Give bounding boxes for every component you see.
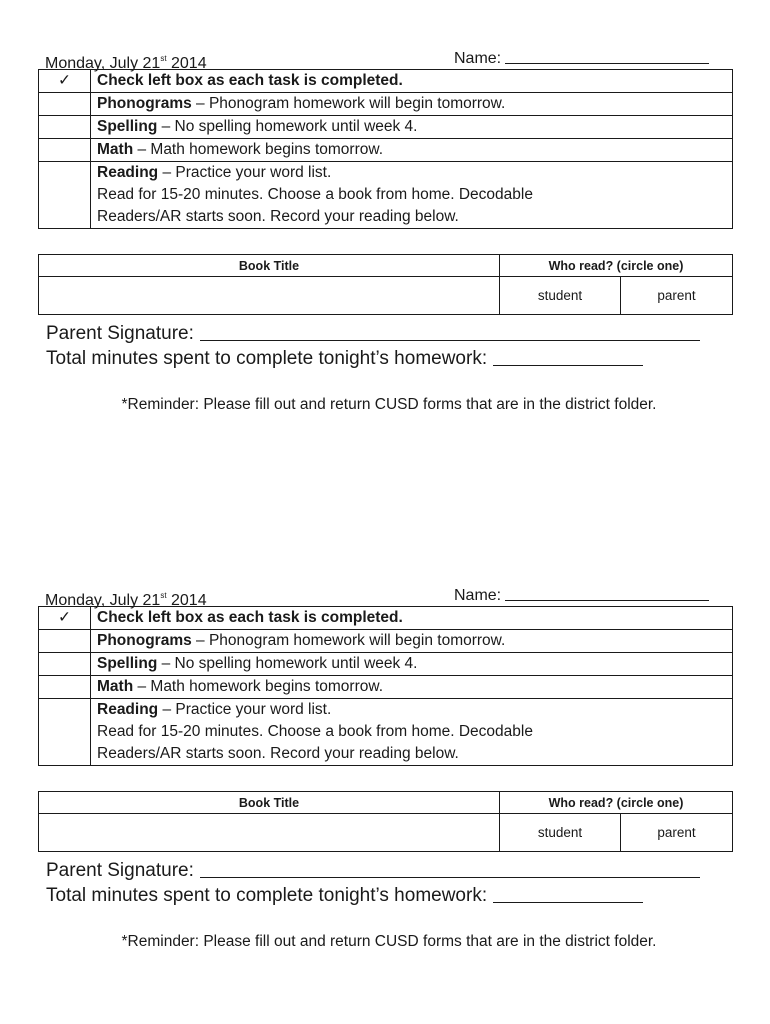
homework-sheet-1: [0, 49, 770, 414]
task-row: [39, 162, 733, 229]
name-field[interactable]: Name:: [454, 586, 709, 606]
book-title-header: Book Title: [39, 255, 500, 277]
task-row: [39, 93, 733, 116]
task-row: [39, 676, 733, 699]
task-table: [38, 69, 733, 229]
task-title: Spelling: [97, 655, 158, 672]
instructions-text: Check left box as each task is completed.: [97, 609, 403, 626]
task-desc: – Math homework begins tomorrow.: [133, 678, 384, 695]
task-desc: – No spelling homework until week 4.: [157, 118, 418, 135]
reminder-note: *Reminder: Please fill out and return CUSD forms that are in the district folder.: [121, 396, 657, 413]
instructions-text: Check left box as each task is completed.: [97, 72, 403, 89]
reading-log-table: [38, 791, 733, 852]
who-read-header: Who read? (circle one): [500, 255, 733, 277]
student-option[interactable]: student: [500, 814, 621, 852]
parent-signature-field[interactable]: Parent Signature:: [46, 321, 722, 346]
check-mark-icon: ✓: [39, 70, 91, 93]
who-read-header: Who read? (circle one): [500, 792, 733, 814]
task-title: Phonograms: [97, 632, 192, 649]
task-checkbox[interactable]: [39, 630, 91, 653]
task-desc: – Phonogram homework will begin tomorrow.: [191, 632, 506, 649]
sheet-header: [45, 586, 733, 609]
task-checkbox[interactable]: [39, 676, 91, 699]
task-desc: – Math homework begins tomorrow.: [133, 141, 384, 158]
task-row: [39, 116, 733, 139]
task-title: Math: [97, 678, 134, 695]
task-desc-line2: Read for 15-20 minutes. Choose a book from home. Decodable: [97, 186, 533, 203]
task-desc: – No spelling homework until week 4.: [157, 655, 418, 672]
task-title: Math: [97, 141, 134, 158]
task-checkbox[interactable]: [39, 139, 91, 162]
task-title: Reading: [97, 164, 159, 181]
task-table: [38, 606, 733, 766]
task-title: Reading: [97, 701, 159, 718]
task-title: Spelling: [97, 118, 158, 135]
task-row: [39, 699, 733, 766]
student-option[interactable]: student: [500, 277, 621, 315]
book-title-field[interactable]: [39, 814, 500, 852]
total-minutes-field[interactable]: Total minutes spent to complete tonight’s homework:: [46, 346, 722, 371]
check-mark-icon: ✓: [39, 607, 91, 630]
task-row: [39, 630, 733, 653]
parent-signature-field[interactable]: Parent Signature:: [46, 858, 722, 883]
parent-option[interactable]: parent: [621, 814, 733, 852]
task-desc-line3: Readers/AR starts soon. Record your reading below.: [97, 208, 459, 225]
book-title-field[interactable]: [39, 277, 500, 315]
task-desc: – Phonogram homework will begin tomorrow.: [191, 95, 506, 112]
homework-sheet-2: [0, 586, 770, 951]
task-title: Phonograms: [97, 95, 192, 112]
task-desc: – Practice your word list.: [158, 164, 332, 181]
task-row: [39, 139, 733, 162]
reading-log-table: [38, 254, 733, 315]
book-title-header: Book Title: [39, 792, 500, 814]
task-checkbox[interactable]: [39, 93, 91, 116]
task-checkbox[interactable]: [39, 699, 91, 766]
task-checkbox[interactable]: [39, 653, 91, 676]
date-label: Monday, July 21st 2014: [45, 54, 207, 72]
date-label: Monday, July 21st 2014: [45, 591, 207, 609]
task-checkbox[interactable]: [39, 162, 91, 229]
task-desc-line2: Read for 15-20 minutes. Choose a book from home. Decodable: [97, 723, 533, 740]
task-desc: – Practice your word list.: [158, 701, 332, 718]
task-row: [39, 653, 733, 676]
name-field[interactable]: Name:: [454, 49, 709, 69]
reminder-note: *Reminder: Please fill out and return CUSD forms that are in the district folder.: [121, 933, 657, 950]
sheet-header: [45, 49, 733, 72]
parent-option[interactable]: parent: [621, 277, 733, 315]
task-desc-line3: Readers/AR starts soon. Record your reading below.: [97, 745, 459, 762]
task-checkbox[interactable]: [39, 116, 91, 139]
total-minutes-field[interactable]: Total minutes spent to complete tonight’s homework:: [46, 883, 722, 908]
